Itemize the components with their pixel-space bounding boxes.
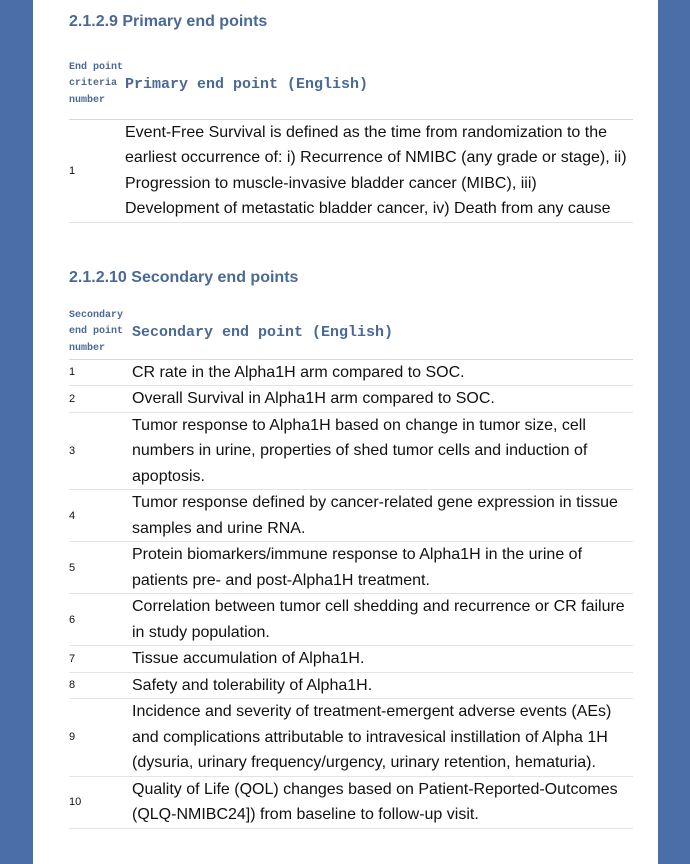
table-row bbox=[69, 672, 633, 699]
primary-endpoints-body bbox=[69, 119, 633, 222]
table-row bbox=[69, 490, 633, 542]
secondary-endpoints-table bbox=[69, 306, 633, 829]
table-row bbox=[69, 594, 633, 646]
endpoint-text: Tumor response defined by cancer-related gene expression in tissue samples and urine RNA. bbox=[132, 490, 633, 542]
column-header-text: Secondary end point (English) bbox=[132, 306, 633, 359]
endpoint-text: Overall Survival in Alpha1H arm compared to SOC. bbox=[132, 386, 633, 413]
endpoint-number: 3 bbox=[69, 412, 132, 490]
table-row bbox=[69, 542, 633, 594]
endpoint-number: 7 bbox=[69, 646, 132, 673]
endpoint-text: Safety and tolerability of Alpha1H. bbox=[132, 672, 633, 699]
endpoint-number: 1 bbox=[69, 359, 132, 386]
endpoint-text: CR rate in the Alpha1H arm compared to SOC. bbox=[132, 359, 633, 386]
table-row bbox=[69, 699, 633, 777]
endpoint-number: 2 bbox=[69, 386, 132, 413]
table-row bbox=[69, 646, 633, 673]
endpoint-number: 9 bbox=[69, 699, 132, 777]
column-header-number: End point criteria number bbox=[69, 50, 125, 119]
column-header-number: Secondary end point number bbox=[69, 306, 132, 359]
document-page bbox=[33, 0, 658, 864]
endpoint-number: 4 bbox=[69, 490, 132, 542]
primary-endpoints-table bbox=[69, 50, 633, 223]
table-header-row bbox=[69, 306, 633, 359]
table-row bbox=[69, 776, 633, 828]
table-row bbox=[69, 386, 633, 413]
endpoint-text: Tumor response to Alpha1H based on change in tumor size, cell numbers in urine, properties of shed tumor cells and induction of apoptosis. bbox=[132, 412, 633, 490]
endpoint-text: Tissue accumulation of Alpha1H. bbox=[132, 646, 633, 673]
endpoint-number: 6 bbox=[69, 594, 132, 646]
primary-endpoints-heading: 2.1.2.9 Primary end points bbox=[69, 13, 268, 30]
column-header-text: Primary end point (English) bbox=[125, 50, 633, 119]
endpoint-text: Quality of Life (QOL) changes based on Patient-Reported-Outcomes (QLQ-NMIBC24]) from baseline to follow-up visit. bbox=[132, 776, 633, 828]
secondary-endpoints-heading: 2.1.2.10 Secondary end points bbox=[69, 269, 299, 286]
table-header-row bbox=[69, 50, 633, 119]
endpoint-number: 10 bbox=[69, 776, 132, 828]
endpoint-number: 5 bbox=[69, 542, 132, 594]
table-row bbox=[69, 412, 633, 490]
endpoint-text: Incidence and severity of treatment-emergent adverse events (AEs) and complications attributable to intravesical instillation of Alpha 1H (dysuria, urinary frequency/urgency, urinary retention, hematuria). bbox=[132, 699, 633, 777]
endpoint-number: 8 bbox=[69, 672, 132, 699]
endpoint-text: Protein biomarkers/immune response to Alpha1H in the urine of patients pre- and post-Alpha1H treatment. bbox=[132, 542, 633, 594]
table-row bbox=[69, 359, 633, 386]
secondary-endpoints-body bbox=[69, 359, 633, 828]
endpoint-number: 1 bbox=[69, 119, 125, 222]
table-row bbox=[69, 119, 633, 222]
endpoint-text: Correlation between tumor cell shedding and recurrence or CR failure in study population. bbox=[132, 594, 633, 646]
endpoint-text: Event-Free Survival is defined as the time from randomization to the earliest occurrence of: i) Recurrence of NMIBC (any grade or stage), ii) Progression to muscle-invasive bladder cancer (MIBC), iii) Development of metastatic bladder cancer, iv) Death from any cause bbox=[125, 119, 633, 222]
